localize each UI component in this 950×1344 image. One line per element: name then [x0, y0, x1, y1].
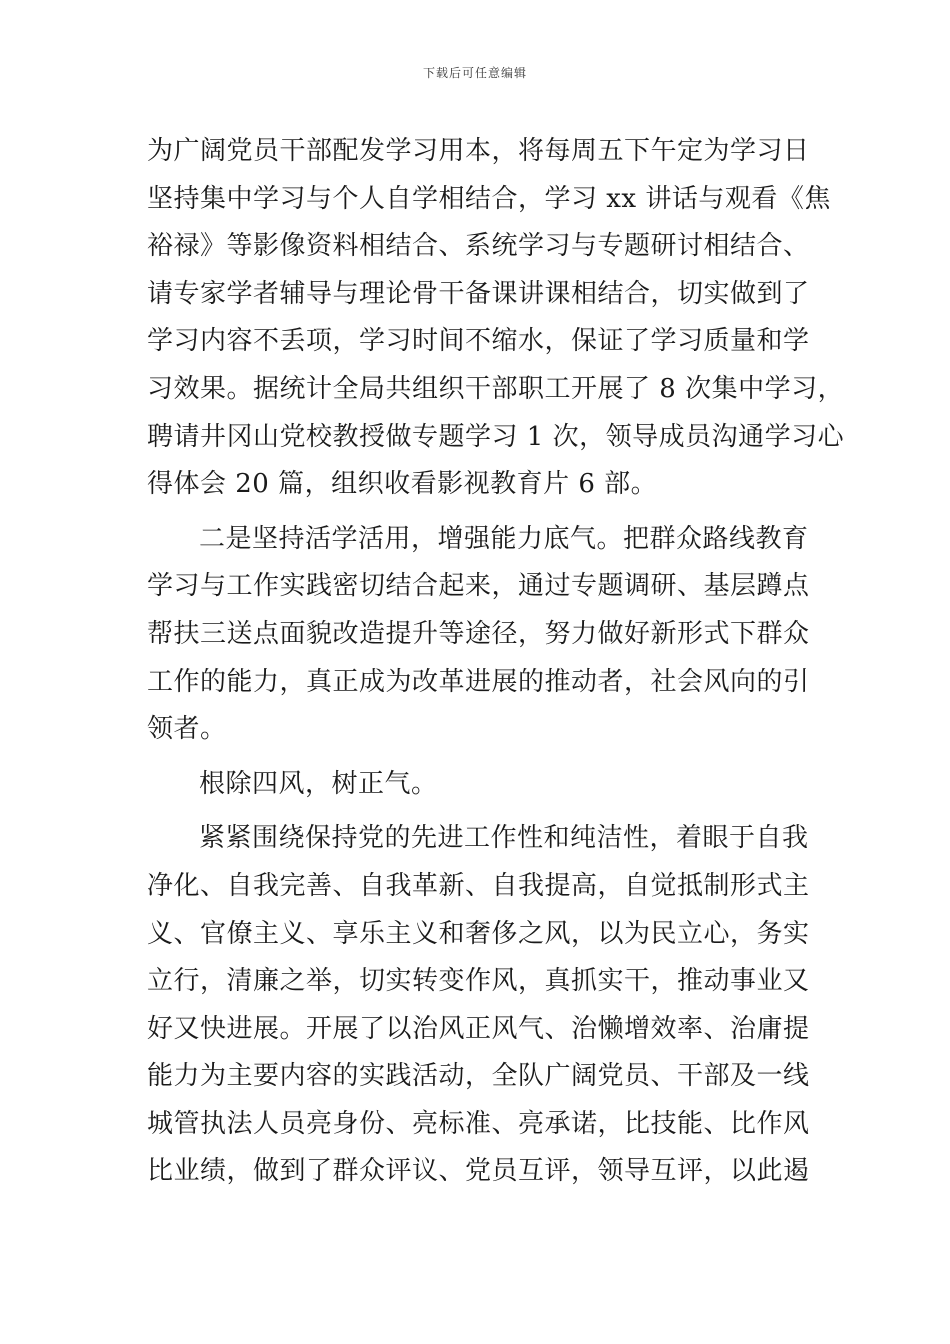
paragraph-line: 得体会 20 篇，组织收看影视教育片 6 部。 [147, 469, 658, 500]
paragraph-line: 学习内容不丢项，学习时间不缩水，保证了学习质量和学 [147, 326, 810, 357]
paragraph-line: 学习与工作实践密切结合起来，通过专题调研、基层蹲点 [147, 571, 810, 602]
paragraph-line: 帮扶三送点面貌改造提升等途径，努力做好新形式下群众 [147, 618, 810, 649]
paragraph-line: 比业绩，做到了群众评议、党员互评，领导互评，以此遏 [147, 1156, 810, 1187]
paragraph-line: 工作的能力，真正成为改革进展的推动者，社会风向的引 [147, 666, 810, 697]
page-header: 下载后可任意编辑 [422, 66, 527, 80]
paragraph-1 [147, 128, 845, 509]
paragraph-3 [147, 761, 807, 809]
paragraph-line: 能力为主要内容的实践活动，全队广阔党员、干部及一线 [147, 1061, 810, 1092]
paragraph-2 [147, 516, 810, 754]
paragraph-line: 城管执法人员亮身份、亮标准、亮承诺，比技能、比作风 [147, 1108, 810, 1139]
paragraph-line: 好又快进展。开展了以治风正风气、治懒增效率、治庸提 [147, 1013, 810, 1044]
paragraph-line: 聘请井冈山党校教授做专题学习 1 次，领导成员沟通学习心 [147, 421, 845, 452]
paragraph-line: 根除四风，树正气。 [199, 768, 438, 799]
document-body [147, 128, 845, 1203]
paragraph-line: 请专家学者辅导与理论骨干备课讲课相结合，切实做到了 [147, 278, 810, 309]
paragraph-line: 紧紧围绕保持党的先进工作性和纯洁性，着眼于自我 [199, 823, 809, 854]
paragraph-line: 义、官僚主义、享乐主义和奢侈之风，以为民立心，务实 [147, 918, 810, 949]
paragraph-line: 习效果。据统计全局共组织干部职工开展了 8 次集中学习， [147, 373, 845, 404]
paragraph-line: 坚持集中学习与个人自学相结合，学习 xx 讲话与观看《焦 [147, 183, 831, 214]
paragraph-line: 为广阔党员干部配发学习用本，将每周五下午定为学习日 [147, 136, 810, 166]
paragraph-line: 二是坚持活学活用，增强能力底气。把群众路线教育 [199, 523, 809, 554]
paragraph-line: 净化、自我完善、自我革新、自我提高，自觉抵制形式主 [147, 870, 810, 901]
paragraph-4 [147, 815, 810, 1196]
paragraph-line: 裕禄》等影像资料相结合、系统学习与专题研讨相结合、 [147, 231, 810, 262]
paragraph-line: 领者。 [147, 714, 227, 745]
paragraph-line: 立行，清廉之举，切实转变作风，真抓实干，推动事业又 [147, 966, 810, 997]
